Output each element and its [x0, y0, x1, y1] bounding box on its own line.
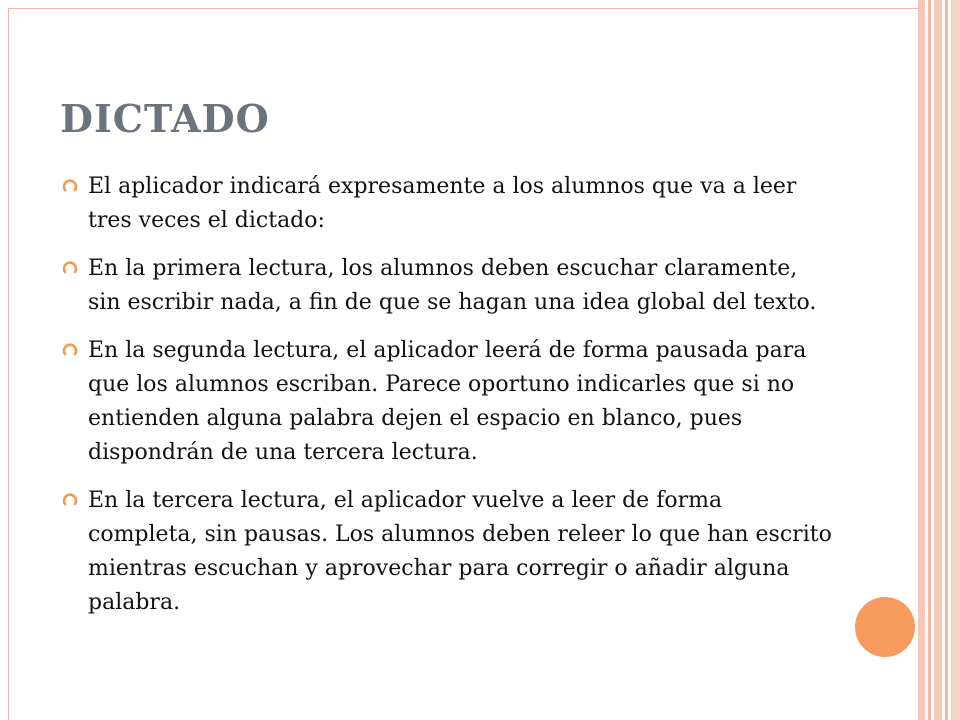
- stripe: [934, 0, 942, 720]
- stripe: [928, 0, 931, 720]
- bullet-text: En la primera lectura, los alumnos deben escuchar claramente, sin escribir nada, a fin de que se hagan una idea global del texto.: [88, 256, 817, 315]
- bullet-item: [62, 252, 832, 320]
- frame-left-line: [8, 8, 9, 720]
- stripe: [951, 0, 960, 720]
- bullet-item: [62, 170, 832, 238]
- stripe: [945, 0, 948, 720]
- open-ring-bullet-icon: [62, 178, 78, 194]
- open-ring-bullet-icon: [62, 260, 78, 276]
- bullet-text: El aplicador indicará expresamente a los alumnos que va a leer tres veces el dictado:: [88, 174, 797, 233]
- bullet-list: [62, 170, 832, 634]
- slide-title: DICTADO: [60, 96, 270, 141]
- stripe: [918, 0, 925, 720]
- bullet-item: [62, 334, 832, 470]
- bullet-text: En la segunda lectura, el aplicador leerá de forma pausada para que los alumnos escriban. Parece oportuno indicarles que si no entienden alguna palabra dejen el espacio en blanco, pues dispondrán de una tercera lectura.: [88, 338, 807, 465]
- bullet-item: [62, 484, 832, 620]
- decorative-stripes: [918, 0, 960, 720]
- accent-circle: [855, 597, 915, 657]
- frame-top-line: [8, 8, 918, 9]
- bullet-text: En la tercera lectura, el aplicador vuelve a leer de forma completa, sin pausas. Los alumnos deben releer lo que han escrito mientras escuchan y aprovechar para corregir o añadir alguna palabra.: [88, 488, 832, 615]
- open-ring-bullet-icon: [62, 342, 78, 358]
- open-ring-bullet-icon: [62, 492, 78, 508]
